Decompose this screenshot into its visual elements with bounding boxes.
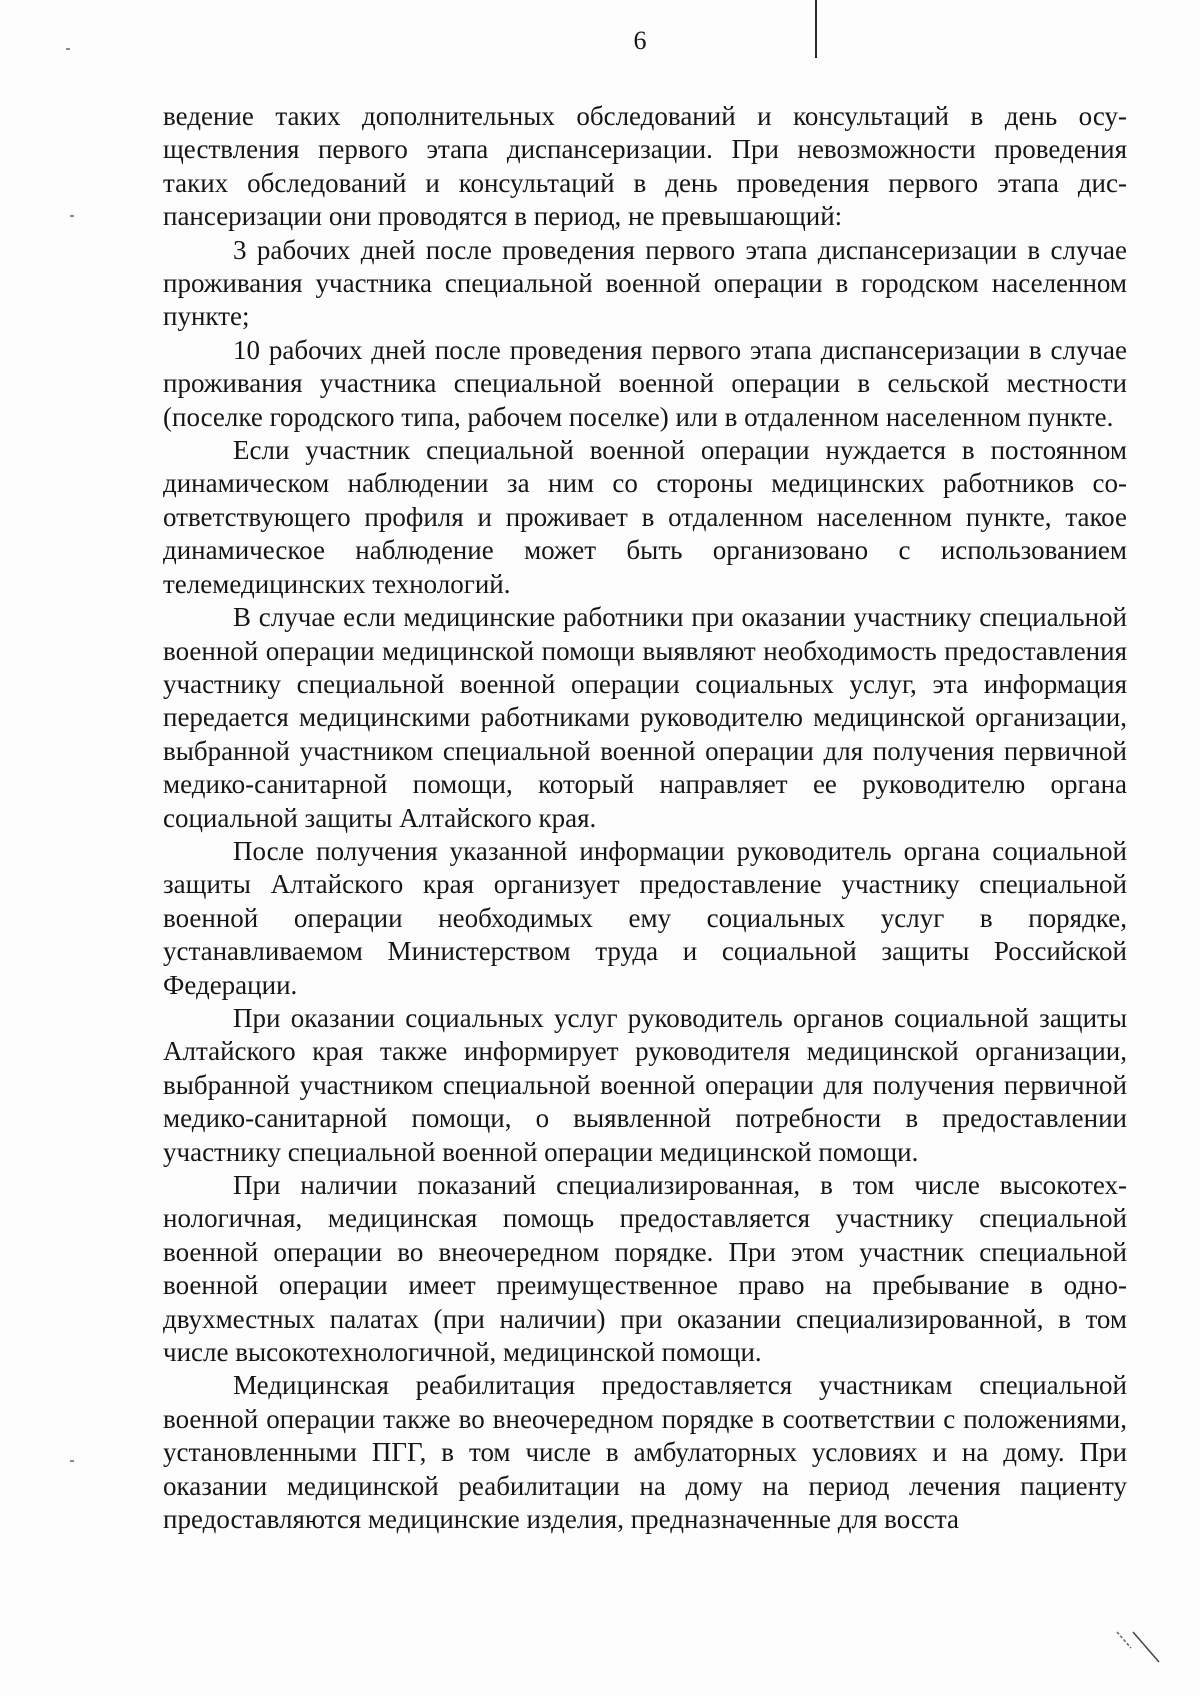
paragraph: 3 рабочих дней после проведения первого этапа диспансеризации в случае проживания участника специальной военной операции в городском населенном пункте; xyxy=(163,234,1127,332)
margin-dot xyxy=(66,48,70,50)
page-number: 6 xyxy=(633,26,647,55)
paragraph-continuation: ведение таких дополнительных обследований и консультаций в день осуществления первого этапа диспансеризации. При невозможности проведения таких обследований и консультаций в день проведения первого этапа диспансеризации они проводятся в период, не превышающий: xyxy=(163,101,1127,232)
paragraph: При оказании социальных услуг руководитель органов социальной защиты Алтайского края также информирует руководителя медицинской организации, выбранной участником специальной военной операции для получения первичной медико-санитарной помощи, о выявленной потребности в предоставлении участнику специальной военной операции медицинской помощи. xyxy=(163,1002,1127,1167)
corner-scan-mark xyxy=(1115,1628,1165,1668)
body-text xyxy=(163,100,1127,1536)
binding-line xyxy=(815,0,817,58)
margin-dot xyxy=(70,1460,74,1462)
paragraph: После получения указанной информации руководитель органа социальной защиты Алтайского края организует предоставление участнику специальной военной операции необходимых ему социальных услуг в порядке, устанавливаемом Министерством труда и социальной защиты Российской Федерации. xyxy=(163,835,1127,1000)
paragraph: Если участник специальной военной операции нуждается в постоянном динамическом наблюдении за ним со стороны медицинских работников соответствующего профиля и проживает в отдаленном населенном пункте, такое динамическое наблюдение может быть организовано с использованием телемедицинских технологий. xyxy=(163,435,1127,599)
paragraph: В случае если медицинские работники при оказании участнику специальной военной операции медицинской помощи выявляют необходимость предоставления участнику специальной военной операции социальных услуг, эта информация передается медицинскими работниками руководителю медицинской организации, выбранной участником специальной военной операции для получения первичной медико-санитарной помощи, который направляет ее руководителю органа социальной защиты Алтайского края. xyxy=(163,602,1127,833)
paragraph: 10 рабочих дней после проведения первого этапа диспансеризации в случае проживания участника специальной военной операции в сельской местности (поселке городского типа, рабочем поселке) или в отдаленном населенном пункте. xyxy=(163,334,1127,432)
paragraph: При наличии показаний специализированная, в том числе высокотехнологичная, медицинская помощь предоставляется участнику специальной военной операции во внеочередном порядке. При этом участник специальной военной операции имеет преимущественное право на пребывание в однодвухместных палатах (при наличии) при оказании специализированной, в том числе высокотехнологичной, медицинской помощи. xyxy=(163,1170,1127,1368)
paragraph: Медицинская реабилитация предоставляется участникам специальной военной операции также во внеочередном порядке в соответствии с положениями, установленными ПГГ, в том числе в амбулаторных условиях и на дому. При оказании медицинской реабилитации на дому на период лечения пациенту предоставляются медицинские изделия, предназначенные для восста xyxy=(163,1370,1127,1535)
margin-dot xyxy=(70,215,74,217)
